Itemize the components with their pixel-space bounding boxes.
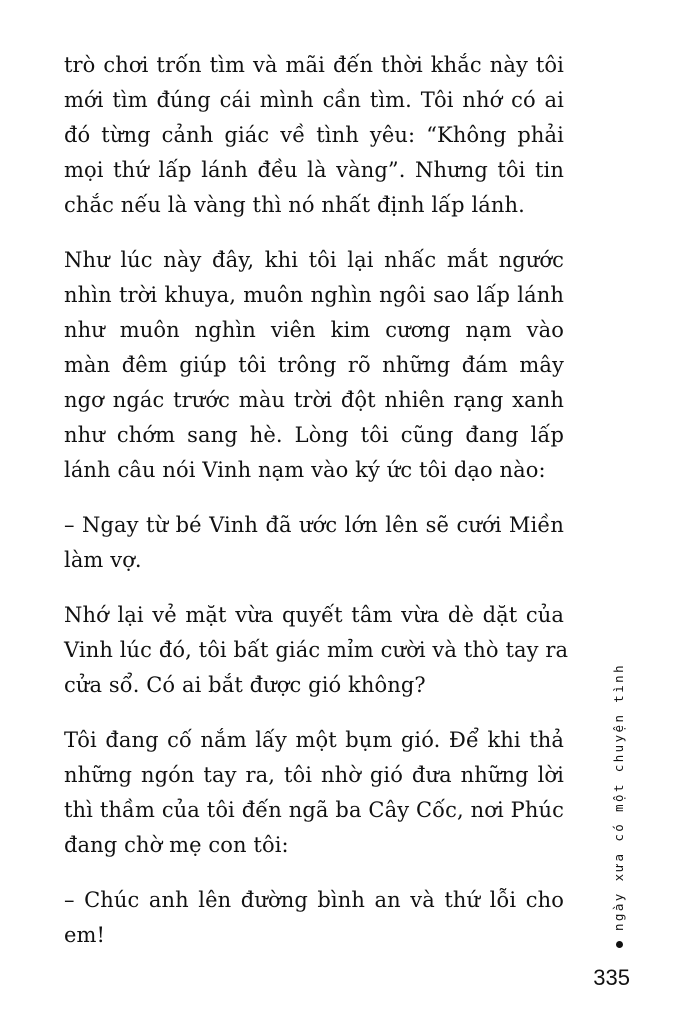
text-line: Nhớ lại vẻ mặt vừa quyết tâm vừa dè dặt của — [64, 603, 564, 627]
text-line: chắc nếu là vàng thì nó nhất định lấp lánh. — [64, 193, 525, 217]
bullet-icon — [616, 941, 623, 948]
text-line: Như lúc này đây, khi tôi lại nhấc mắt ngước — [64, 248, 564, 272]
text-line: Vinh lúc đó, tôi bất giác mỉm cười và thò tay ra — [64, 638, 569, 662]
text-line: đang chờ mẹ con tôi: — [64, 833, 289, 857]
text-line: mới tìm đúng cái mình cần tìm. Tôi nhớ có ai — [64, 88, 564, 112]
body-text — [64, 48, 569, 973]
paragraph — [64, 723, 564, 863]
page-number: 335 — [593, 965, 630, 990]
text-line: – Ngay từ bé Vinh đã ước lớn lên sẽ cưới Miền — [64, 513, 564, 537]
text-line: lánh câu nói Vinh nạm vào ký ức tôi dạo nào: — [64, 458, 546, 482]
text-line: những ngón tay ra, tôi nhờ gió đưa những lời — [64, 763, 564, 787]
running-title-text: ngày xưa có một chuyện tình — [611, 663, 626, 931]
text-line: mọi thứ lấp lánh đều là vàng”. Nhưng tôi tin — [64, 158, 564, 182]
text-line: trò chơi trốn tìm và mãi đến thời khắc này tôi — [64, 53, 564, 77]
text-line: em! — [64, 923, 106, 947]
paragraph — [64, 48, 564, 223]
text-line: nhìn trời khuya, muôn nghìn ngôi sao lấp lánh — [64, 283, 564, 307]
text-line: làm vợ. — [64, 548, 142, 572]
text-line: Tôi đang cố nắm lấy một bụm gió. Để khi thả — [64, 728, 564, 752]
text-line: màn đêm giúp tôi trông rõ những đám mây — [64, 353, 564, 377]
paragraph — [64, 243, 564, 488]
text-line: như muôn nghìn viên kim cương nạm vào — [64, 318, 564, 342]
text-line: ngơ ngác trước màu trời đột nhiên rạng xanh — [64, 388, 564, 412]
text-line: thì thầm của tôi đến ngã ba Cây Cốc, nơi Phúc — [64, 798, 564, 822]
paragraph — [64, 883, 564, 953]
paragraph — [64, 508, 564, 578]
text-line: như chớm sang hè. Lòng tôi cũng đang lấp — [64, 423, 564, 447]
paragraph — [64, 598, 569, 703]
text-line: đó từng cảnh giác về tình yêu: “Không phải — [64, 123, 564, 147]
text-line: – Chúc anh lên đường bình an và thứ lỗi cho — [64, 888, 564, 912]
text-line: cửa sổ. Có ai bắt được gió không? — [64, 673, 426, 697]
running-title — [609, 638, 629, 948]
